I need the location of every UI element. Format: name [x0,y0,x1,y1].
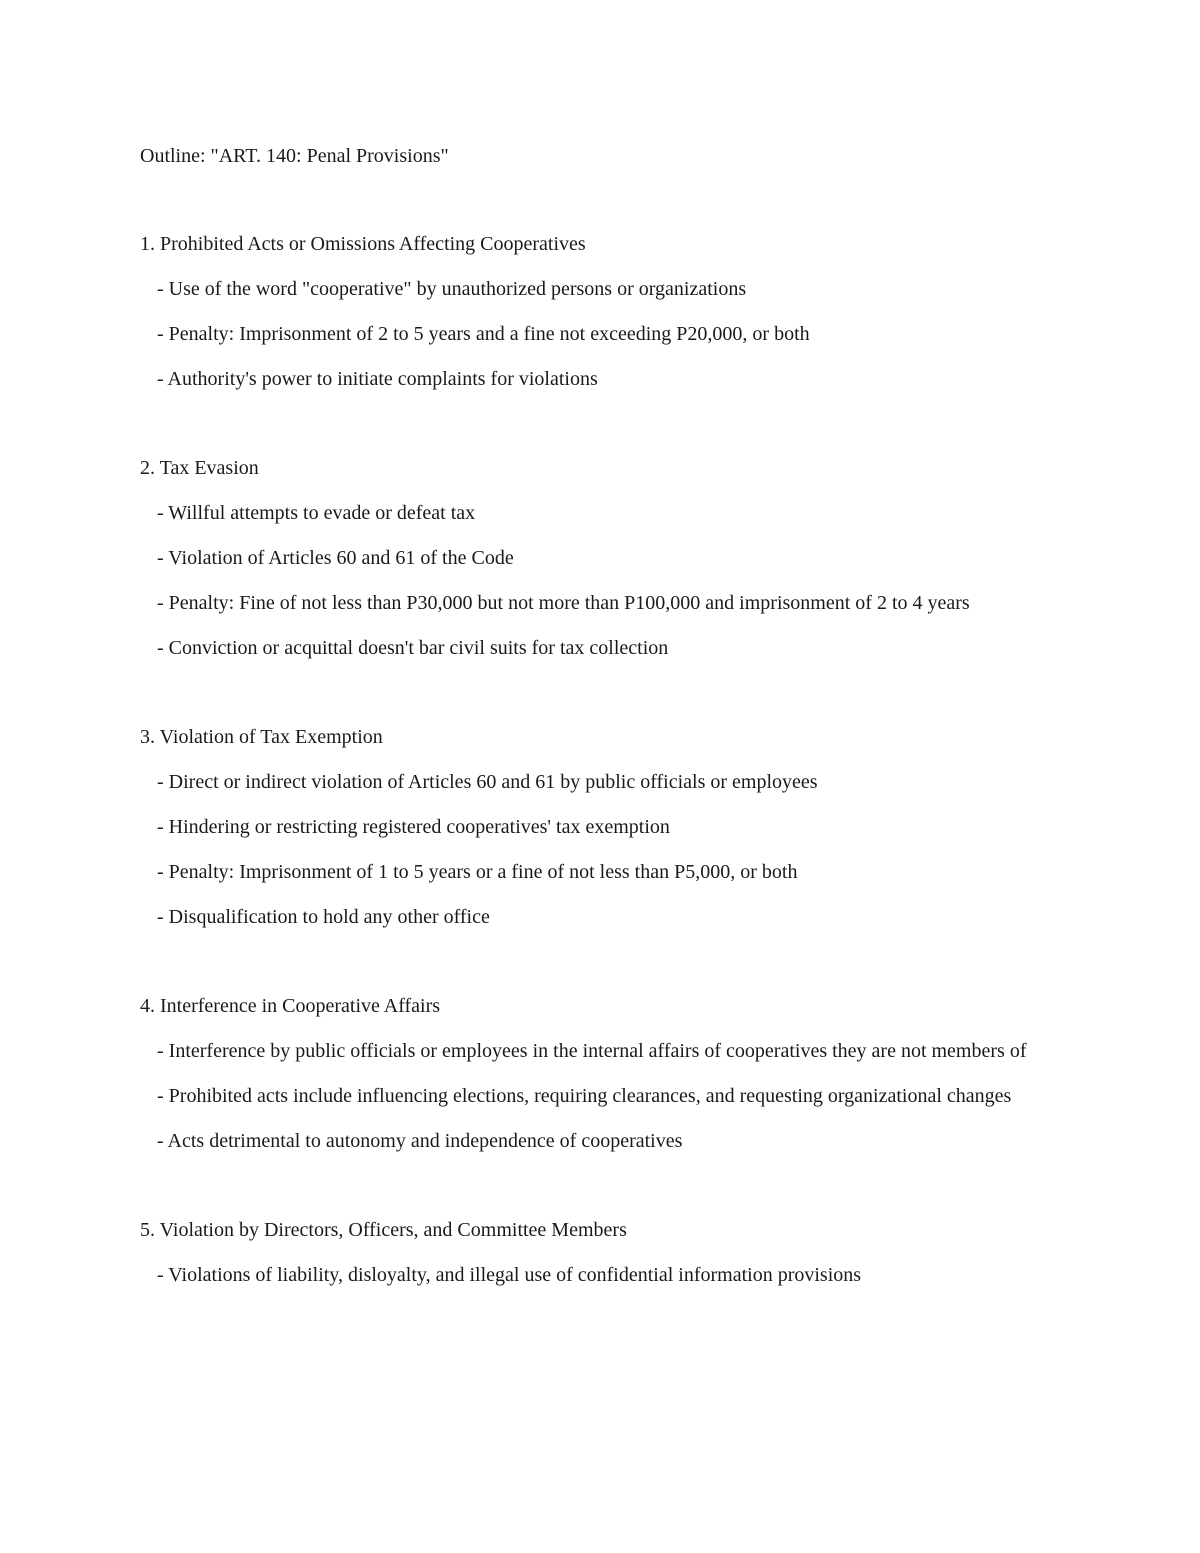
list-item: - Conviction or acquittal doesn't bar civil suits for tax collection [157,637,669,659]
list-item: - Direct or indirect violation of Articles 60 and 61 by public officials or employees [157,771,818,793]
list-item: - Violation of Articles 60 and 61 of the Code [157,547,514,569]
section-heading: 5. Violation by Directors, Officers, and Committee Members [140,1219,627,1241]
section-heading: 1. Prohibited Acts or Omissions Affecting Cooperatives [140,233,586,255]
list-item: - Disqualification to hold any other office [157,906,490,928]
list-item: - Willful attempts to evade or defeat tax [157,502,476,524]
section-heading: 2. Tax Evasion [140,457,259,479]
list-item: - Penalty: Fine of not less than P30,000 but not more than P100,000 and imprisonment of 2 to 4 years [157,592,970,614]
list-item: - Violations of liability, disloyalty, and illegal use of confidential information provisions [157,1264,862,1286]
section-heading: 4. Interference in Cooperative Affairs [140,995,441,1017]
section-prohibited-acts [140,230,1060,393]
list-item: - Hindering or restricting registered cooperatives' tax exemption [157,816,670,838]
section-interference [140,992,1060,1155]
list-item: - Use of the word "cooperative" by unauthorized persons or organizations [157,278,747,300]
list-item: - Penalty: Imprisonment of 2 to 5 years and a fine not exceeding P20,000, or both [157,323,810,345]
list-item: - Prohibited acts include influencing elections, requiring clearances, and requesting organizational changes [157,1085,1012,1107]
list-item: - Interference by public officials or employees in the internal affairs of cooperatives they are not members of [157,1040,1027,1062]
document-title: Outline: "ART. 140: Penal Provisions" [140,145,449,167]
list-item: - Authority's power to initiate complaints for violations [157,368,598,390]
section-tax-exemption-violation [140,723,1060,931]
list-item: - Acts detrimental to autonomy and independence of cooperatives [157,1130,683,1152]
section-heading: 3. Violation of Tax Exemption [140,726,383,748]
section-tax-evasion [140,454,1060,662]
list-item: - Penalty: Imprisonment of 1 to 5 years or a fine of not less than P5,000, or both [157,861,798,883]
document-page [140,142,1060,1350]
section-directors-violation [140,1216,1060,1289]
